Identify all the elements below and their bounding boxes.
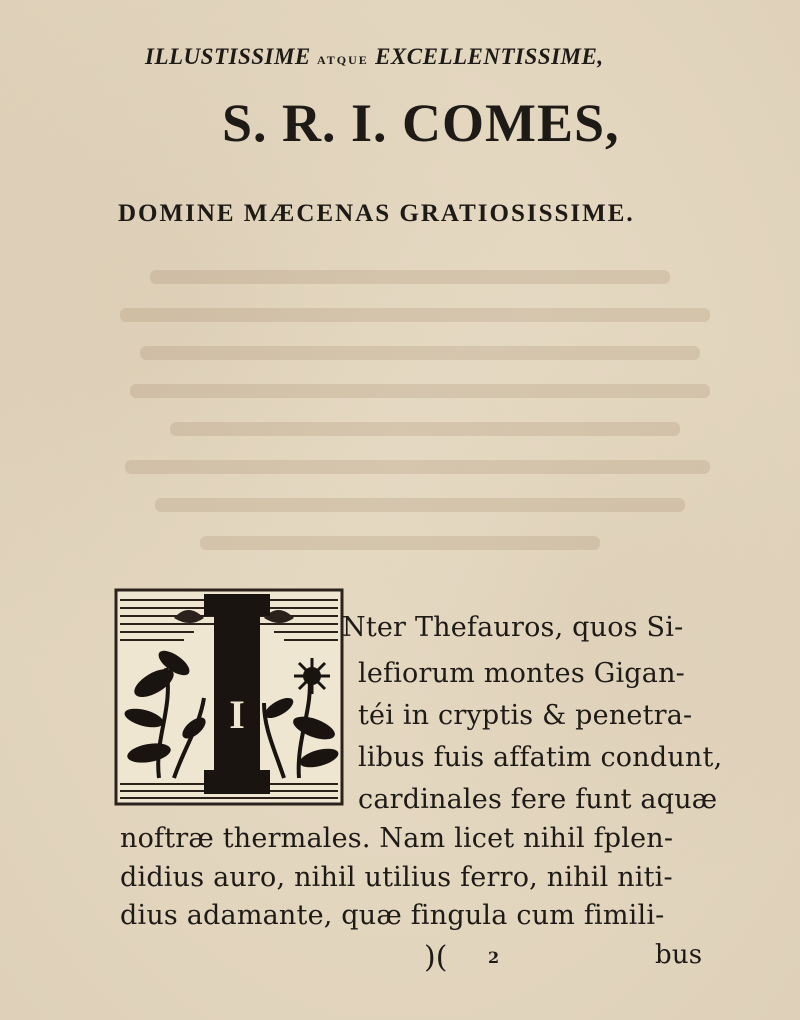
text-line-8: dius adamante, quæ fingula cum fimili- xyxy=(120,900,665,931)
superscript-left: ILLUSTISSIME xyxy=(145,44,311,69)
dedication-superscript xyxy=(145,44,685,70)
dedication-subtitle: DOMINE MÆCENAS GRATIOSISSIME. xyxy=(118,200,635,227)
text-line-7: didius auro, nihil utilius ferro, nihil niti- xyxy=(120,862,673,893)
text-line-1: Nter Thefauros, quos Si- xyxy=(342,612,684,643)
superscript-mid: ATQUE xyxy=(317,53,369,67)
superscript-right: EXCELLENTISSIME, xyxy=(375,44,604,69)
text-line-2: lefiorum montes Gigan- xyxy=(358,658,685,689)
signature-mark: )( xyxy=(424,940,448,975)
text-line-4: libus fuis affatim condunt, xyxy=(358,742,723,773)
catchword: bus xyxy=(655,940,703,970)
show-through-stain xyxy=(110,260,720,560)
text-line-5: cardinales fere funt aquæ xyxy=(358,784,718,815)
woodcut-initial-i xyxy=(114,588,344,806)
initial-letter: I xyxy=(229,692,245,737)
text-line-3: téi in cryptis & penetra- xyxy=(358,700,693,731)
text-line-6: noftræ thermales. Nam licet nihil fplen- xyxy=(120,823,674,854)
page-title: S. R. I. COMES, xyxy=(222,93,620,153)
signature-number: 2 xyxy=(488,948,500,967)
